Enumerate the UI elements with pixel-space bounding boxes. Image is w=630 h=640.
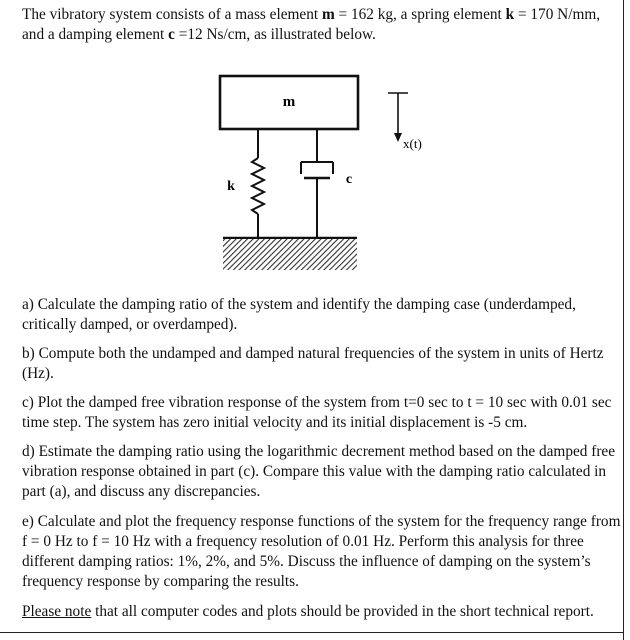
spring-symbol: k <box>505 6 515 23</box>
damper-label: c <box>345 172 353 187</box>
mass-label: m <box>282 94 296 110</box>
note-label: Please note <box>22 603 92 620</box>
spring-value: = 170 N/mm, and a damping element <box>22 6 601 43</box>
ground-hatch <box>223 239 357 270</box>
question-c: c) Plot the damped free vibration response of the system from t=0 sec to t = 10 sec with 0.01 sec time step. The system has zero initial velocity and its initial displacement is -5 cm. <box>22 394 612 431</box>
mass-spring-damper-diagram <box>195 70 465 300</box>
damper-element <box>301 129 333 238</box>
spring-element <box>252 129 264 238</box>
note-text: that all computer codes and plots should be provided in the short technical report. <box>91 603 594 620</box>
displacement-arrow-icon <box>388 93 408 142</box>
mass-symbol: m <box>321 6 335 23</box>
displacement-label: x(t) <box>403 136 422 151</box>
spring-label: k <box>227 179 235 194</box>
note <box>22 602 622 622</box>
question-d: d) Estimate the damping ratio using the logarithmic decrement method based on the damped free vibration response obtained in part (c). Compare this value with the damping ratio calculated in part (a), and discuss any discrepancies. <box>22 443 615 500</box>
page-right-border <box>623 0 624 640</box>
problem-intro <box>22 5 622 45</box>
damper-symbol: c <box>168 26 175 43</box>
intro-text: The vibratory system consists of a mass element <box>22 6 322 23</box>
mass-value: = 162 kg, a spring element <box>334 6 506 23</box>
question-b: b) Compute both the undamped and damped natural frequencies of the system in units of Hertz (Hz). <box>22 345 604 382</box>
question-a: a) Calculate the damping ratio of the system and identify the damping case (underdamped, critically damped, or overdamped). <box>22 296 576 333</box>
damper-value: =12 Ns/cm, as illustrated below. <box>174 26 376 43</box>
page-bottom-border <box>0 632 624 633</box>
question-e: e) Calculate and plot the frequency response functions of the system for the frequency range from f = 0 Hz to f = 10 Hz with a frequency resolution of 0.01 Hz. Perform this analysis for three different damping ratios: 1%, 2%, and 5%. Discuss the influence of damping on the system’s frequency response by comparing the results. <box>22 513 621 590</box>
